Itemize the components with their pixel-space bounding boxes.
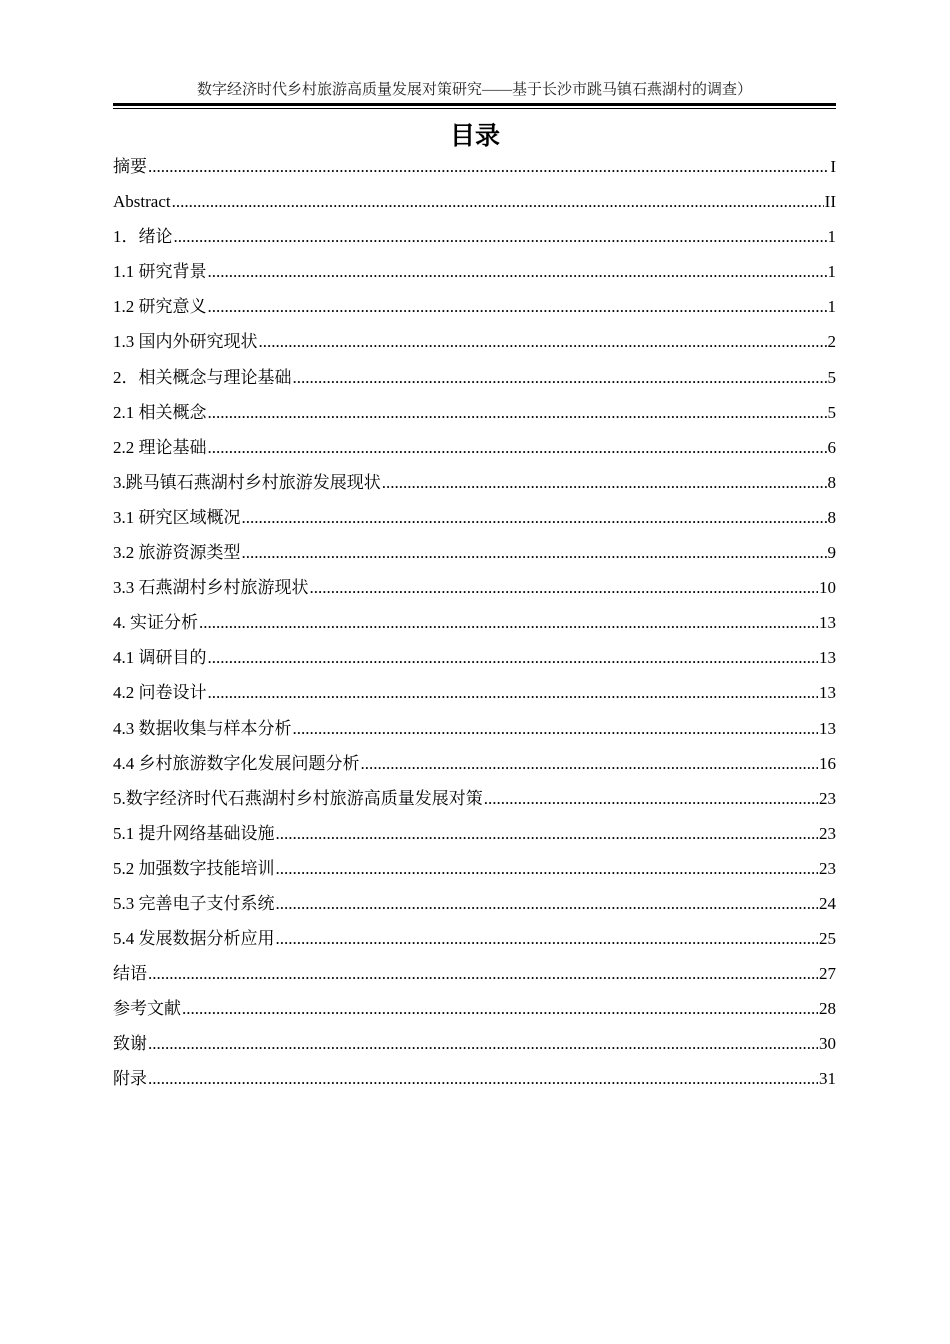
toc-entry[interactable] — [113, 226, 836, 261]
page-title: 目录 — [449, 121, 500, 150]
toc-entry-label: 4.3 数据收集与样本分析 — [113, 718, 292, 738]
toc-entry[interactable] — [113, 788, 836, 823]
toc-leader-dots — [208, 261, 827, 283]
running-header: 数字经济时代乡村旅游高质量发展对策研究——基于长沙市跳马镇石燕湖村的调查） — [196, 82, 752, 98]
toc-leader-dots — [208, 296, 827, 318]
toc-entry[interactable] — [113, 367, 836, 402]
toc-leader-dots — [208, 402, 827, 424]
toc-page-number: 27 — [819, 964, 836, 984]
toc-entry[interactable] — [113, 718, 836, 753]
toc-leader-dots — [148, 156, 829, 178]
toc-page-number: 31 — [819, 1069, 836, 1089]
toc-entry-label: 致谢 — [113, 1034, 147, 1054]
toc-entry[interactable] — [113, 1033, 836, 1068]
toc-page-number: 25 — [819, 929, 836, 949]
toc-entry-label: 1.2 研究意义 — [113, 297, 207, 317]
toc-entry-label: 2.2 理论基础 — [113, 437, 207, 457]
toc-entry-label: 1.1 研究背景 — [113, 262, 207, 282]
toc-entry[interactable] — [113, 682, 836, 717]
toc-page-number: 23 — [819, 858, 836, 878]
toc-entry[interactable] — [113, 542, 836, 577]
toc-page-number: 23 — [819, 788, 836, 808]
toc-leader-dots — [382, 472, 827, 494]
toc-page-number: 28 — [819, 999, 836, 1019]
toc-leader-dots — [182, 998, 818, 1020]
toc-entry[interactable] — [113, 261, 836, 296]
toc-entry-label: 参考文献 — [113, 999, 181, 1019]
toc-entry[interactable] — [113, 437, 836, 472]
table-of-contents — [113, 156, 836, 1104]
toc-entry-label: Abstract — [113, 192, 171, 212]
toc-entry[interactable] — [113, 823, 836, 858]
toc-entry-label: 5.4 发展数据分析应用 — [113, 929, 275, 949]
toc-page-number: 13 — [819, 718, 836, 738]
toc-page-number: II — [824, 192, 836, 212]
toc-entry-label: 附录 — [113, 1069, 147, 1089]
toc-entry[interactable] — [113, 577, 836, 612]
toc-page-number: 13 — [819, 613, 836, 633]
toc-page-number: 6 — [827, 437, 836, 457]
toc-page-number: 30 — [819, 1034, 836, 1054]
toc-leader-dots — [208, 682, 819, 704]
toc-leader-dots — [199, 612, 818, 634]
toc-entry[interactable] — [113, 507, 836, 542]
toc-entry-label: 5.数字经济时代石燕湖村乡村旅游高质量发展对策 — [113, 788, 483, 808]
toc-entry[interactable] — [113, 753, 836, 788]
toc-page-number: 5 — [827, 367, 836, 387]
toc-entry[interactable] — [113, 998, 836, 1033]
toc-leader-dots — [208, 437, 827, 459]
toc-page-number: 24 — [819, 893, 836, 913]
toc-leader-dots — [293, 367, 827, 389]
toc-leader-dots — [276, 858, 819, 880]
toc-page-number: 8 — [827, 507, 836, 527]
toc-entry[interactable] — [113, 858, 836, 893]
toc-page-number: I — [830, 157, 836, 176]
toc-page-number: 13 — [819, 648, 836, 668]
toc-entry[interactable] — [113, 963, 836, 998]
toc-leader-dots — [293, 718, 819, 740]
toc-page-number: 2 — [827, 332, 836, 352]
toc-leader-dots — [242, 542, 827, 564]
toc-entry[interactable] — [113, 331, 836, 366]
toc-entry-label: 4. 实证分析 — [113, 613, 198, 633]
toc-page-number: 13 — [819, 683, 836, 703]
toc-leader-dots — [310, 577, 819, 599]
toc-entry-label: 5.3 完善电子支付系统 — [113, 893, 275, 913]
toc-entry-label: 3.跳马镇石燕湖村乡村旅游发展现状 — [113, 472, 381, 492]
toc-entry[interactable] — [113, 472, 836, 507]
toc-entry-label: 4.1 调研目的 — [113, 648, 207, 668]
toc-leader-dots — [276, 823, 819, 845]
toc-page-number: 9 — [827, 543, 836, 563]
toc-entry[interactable] — [113, 156, 836, 191]
toc-leader-dots — [172, 191, 824, 213]
toc-page-number: 10 — [819, 578, 836, 598]
toc-leader-dots — [148, 963, 818, 985]
toc-entry-label: 5.2 加强数字技能培训 — [113, 858, 275, 878]
toc-page-number: 23 — [819, 823, 836, 843]
toc-page-number: 16 — [819, 753, 836, 773]
toc-page-number: 8 — [827, 472, 836, 492]
toc-entry-label: 4.4 乡村旅游数字化发展问题分析 — [113, 753, 360, 773]
toc-entry[interactable] — [113, 1068, 836, 1103]
toc-leader-dots — [208, 647, 819, 669]
header-rule-thin — [113, 108, 836, 109]
toc-entry[interactable] — [113, 612, 836, 647]
toc-leader-dots — [259, 331, 827, 353]
toc-page-number: 1 — [827, 227, 836, 247]
toc-entry-label: 3.2 旅游资源类型 — [113, 543, 241, 563]
toc-entry-label: 结语 — [113, 964, 147, 984]
toc-leader-dots — [148, 1068, 818, 1090]
toc-entry-label: 3.1 研究区域概况 — [113, 507, 241, 527]
toc-entry-label: 1.3 国内外研究现状 — [113, 332, 258, 352]
toc-leader-dots — [276, 893, 819, 915]
toc-page-number: 1 — [827, 262, 836, 282]
toc-entry[interactable] — [113, 296, 836, 331]
toc-entry-label: 1．绪论 — [113, 227, 173, 247]
toc-leader-dots — [148, 1033, 818, 1055]
toc-entry[interactable] — [113, 893, 836, 928]
toc-leader-dots — [484, 788, 818, 810]
toc-leader-dots — [361, 753, 819, 775]
toc-leader-dots — [242, 507, 827, 529]
toc-leader-dots — [276, 928, 819, 950]
toc-entry-label: 3.3 石燕湖村乡村旅游现状 — [113, 578, 309, 598]
toc-entry-label: 2.1 相关概念 — [113, 402, 207, 422]
toc-entry-label: 2．相关概念与理论基础 — [113, 367, 292, 387]
toc-page-number: 5 — [827, 402, 836, 422]
toc-entry-label: 4.2 问卷设计 — [113, 683, 207, 703]
toc-entry[interactable] — [113, 928, 836, 963]
toc-entry[interactable] — [113, 647, 836, 682]
toc-entry[interactable] — [113, 191, 836, 226]
toc-entry-label: 摘要 — [113, 157, 147, 176]
toc-leader-dots — [174, 226, 827, 248]
toc-entry-label: 5.1 提升网络基础设施 — [113, 823, 275, 843]
header-rule-thick — [113, 103, 836, 106]
toc-page-number: 1 — [827, 297, 836, 317]
toc-entry[interactable] — [113, 402, 836, 437]
